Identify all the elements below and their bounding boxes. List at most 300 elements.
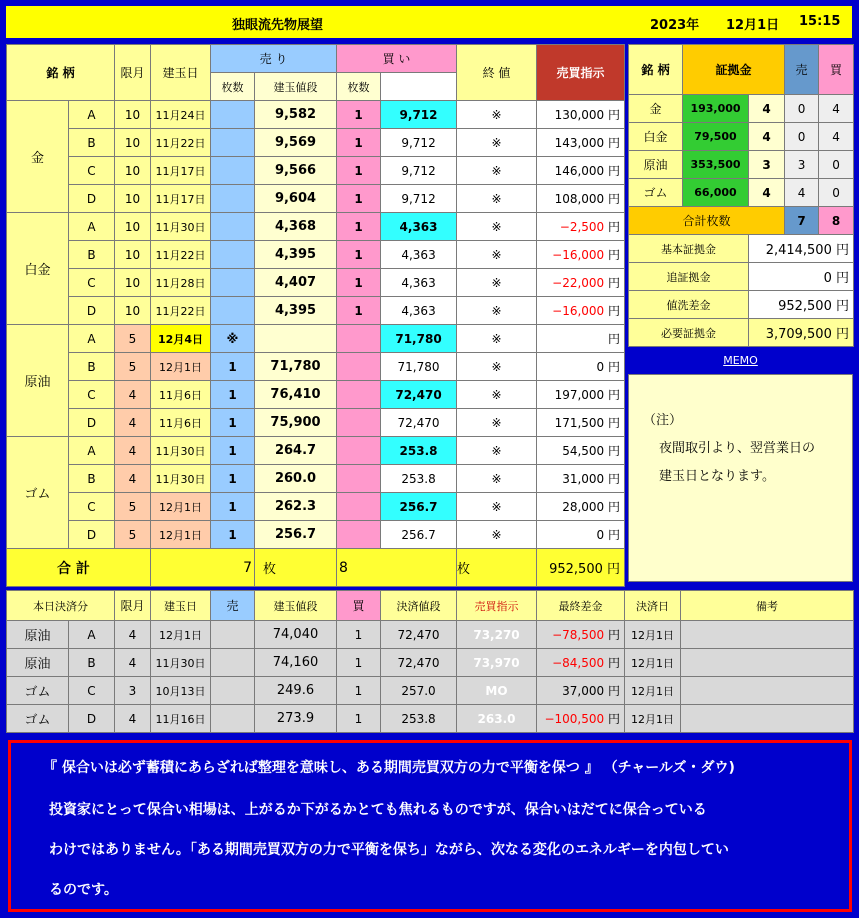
sell-count <box>211 269 255 297</box>
limit-month: 4 <box>115 437 151 465</box>
instruction: ※ <box>457 297 537 325</box>
margin-commodity: ゴム <box>629 179 683 207</box>
instruction: ※ <box>457 241 537 269</box>
margin-amount: 193,000 <box>683 95 749 123</box>
buy-count: 1 <box>337 101 381 129</box>
margin-sell: 4 <box>785 179 819 207</box>
sell-count <box>211 185 255 213</box>
settle-settle-price: 257.0 <box>381 677 457 705</box>
margin-commodity: 金 <box>629 95 683 123</box>
header-time: 15:15 <box>799 14 841 29</box>
contract-code: B <box>69 465 115 493</box>
table-row <box>7 185 625 213</box>
col-open-price: 建玉値段 <box>255 73 337 101</box>
sell-count: 1 <box>211 353 255 381</box>
sell-count <box>211 297 255 325</box>
close-price: 71,780 <box>381 353 457 381</box>
col-close: 終 値 <box>457 45 537 101</box>
settle-date: 12月1日 <box>151 621 211 649</box>
summary-unit: 円 <box>836 327 850 342</box>
settle-price: 249.6 <box>255 677 337 705</box>
settle-buy: 1 <box>337 621 381 649</box>
close-price: 256.7 <box>381 521 457 549</box>
settle-final-unit: 円 <box>607 628 620 642</box>
settle-col-name: 本日決済分 <box>7 591 115 621</box>
settle-limit: 4 <box>115 705 151 733</box>
settle-commodity: 原油 <box>7 649 69 677</box>
buy-count <box>337 493 381 521</box>
margin-col-buy: 買 <box>819 45 854 95</box>
settle-code: C <box>69 677 115 705</box>
summary-unit: 円 <box>836 271 850 286</box>
total-buy-unit: 枚 <box>457 549 537 587</box>
margin-row <box>629 179 854 207</box>
open-date: 12月1日 <box>151 353 211 381</box>
buy-count <box>337 381 381 409</box>
quote-line1: 『 保合いは必ず蓄積にあらざれば整理を意味し、ある期間売買双方の力で平衡を保つ 』 （チャールズ・ダウ) <box>43 760 735 776</box>
summary-amount: 2,414,500 <box>765 243 832 258</box>
summary-label: 必要証拠金 <box>629 319 749 347</box>
limit-month: 10 <box>115 241 151 269</box>
contract-code: A <box>69 213 115 241</box>
diff-amount: 197,000 <box>554 388 605 402</box>
diff-amount: −22,000 <box>552 276 605 290</box>
diff-value <box>537 465 625 493</box>
buy-count: 1 <box>337 185 381 213</box>
diff-value <box>537 521 625 549</box>
settle-row <box>7 705 854 733</box>
settle-col-inst: 売買指示 <box>457 591 537 621</box>
col-buy: 買 い <box>337 45 457 73</box>
diff-value <box>537 157 625 185</box>
close-price: 4,363 <box>381 297 457 325</box>
header-year: 2023年 <box>650 18 700 33</box>
settle-final <box>537 621 625 649</box>
commodity-name: 原油 <box>7 325 69 437</box>
instruction: ※ <box>457 213 537 241</box>
margin-col-name: 銘 柄 <box>629 45 683 95</box>
open-price: 9,569 <box>255 129 337 157</box>
col-sell: 売 り <box>211 45 337 73</box>
settle-code: D <box>69 705 115 733</box>
diff-amount: 0 <box>596 360 605 374</box>
settle-buy: 1 <box>337 649 381 677</box>
limit-month: 4 <box>115 381 151 409</box>
close-price: 72,470 <box>381 409 457 437</box>
limit-month: 5 <box>115 493 151 521</box>
margin-count: 4 <box>749 179 785 207</box>
settle-settle-price: 72,470 <box>381 649 457 677</box>
buy-count <box>337 325 381 353</box>
commodity-name: 金 <box>7 101 69 213</box>
diff-amount: −16,000 <box>552 304 605 318</box>
table-row <box>7 213 625 241</box>
col-name: 銘 柄 <box>7 45 115 101</box>
open-price: 9,566 <box>255 157 337 185</box>
summary-row <box>629 319 854 347</box>
memo-line2: 建玉日となります。 <box>659 469 775 484</box>
summary-row <box>629 235 854 263</box>
settle-instruction: 73,270 <box>457 621 537 649</box>
summary-label: 値洗差金 <box>629 291 749 319</box>
summary-value <box>749 291 854 319</box>
settle-limit: 3 <box>115 677 151 705</box>
sell-count: 1 <box>211 437 255 465</box>
title-bar <box>6 6 852 38</box>
open-date: 11月28日 <box>151 269 211 297</box>
limit-month: 5 <box>115 521 151 549</box>
settle-commodity: ゴム <box>7 705 69 733</box>
diff-value <box>537 437 625 465</box>
diff-amount: 28,000 <box>562 500 605 514</box>
contract-code: D <box>69 521 115 549</box>
total-sell-unit: 枚 <box>255 549 337 587</box>
sell-count: 1 <box>211 493 255 521</box>
open-price: 75,900 <box>255 409 337 437</box>
open-price: 4,395 <box>255 241 337 269</box>
instruction: ※ <box>457 129 537 157</box>
diff-value <box>537 325 625 353</box>
table-row <box>7 353 625 381</box>
table-row <box>7 129 625 157</box>
buy-count <box>337 521 381 549</box>
summary-amount: 3,709,500 <box>765 327 832 342</box>
settle-limit: 4 <box>115 649 151 677</box>
table-row <box>7 297 625 325</box>
summary-value <box>749 263 854 291</box>
instruction: ※ <box>457 493 537 521</box>
limit-month: 10 <box>115 185 151 213</box>
diff-unit: 円 <box>608 472 621 486</box>
close-price: 9,712 <box>381 157 457 185</box>
settle-price: 273.9 <box>255 705 337 733</box>
open-price: 4,407 <box>255 269 337 297</box>
sell-count: 1 <box>211 381 255 409</box>
settle-col-settle-price: 決済値段 <box>381 591 457 621</box>
buy-count: 1 <box>337 297 381 325</box>
table-row <box>7 521 625 549</box>
diff-value <box>537 269 625 297</box>
total-diff: 952,500 円 <box>537 549 625 587</box>
instruction: ※ <box>457 101 537 129</box>
instruction: ※ <box>457 465 537 493</box>
total-buy: 8 <box>337 549 457 587</box>
margin-table <box>628 44 854 347</box>
settle-price: 74,040 <box>255 621 337 649</box>
open-date: 11月17日 <box>151 185 211 213</box>
contract-code: C <box>69 269 115 297</box>
settle-final-unit: 円 <box>607 656 620 670</box>
memo-link[interactable]: MEMO <box>723 354 758 367</box>
settle-sell <box>211 705 255 733</box>
quote-box <box>8 740 852 912</box>
limit-month: 5 <box>115 353 151 381</box>
margin-commodity: 白金 <box>629 123 683 151</box>
table-row <box>7 465 625 493</box>
sell-count: ※ <box>211 325 255 353</box>
close-price: 72,470 <box>381 381 457 409</box>
diff-amount: 146,000 <box>554 164 605 178</box>
settlement-table <box>6 590 854 733</box>
settle-sell <box>211 621 255 649</box>
diff-unit: 円 <box>608 528 621 542</box>
settle-settle-price: 72,470 <box>381 621 457 649</box>
limit-month: 10 <box>115 213 151 241</box>
limit-month: 5 <box>115 325 151 353</box>
memo-note: （注） <box>643 413 683 428</box>
open-date: 12月4日 <box>151 325 211 353</box>
open-date: 11月30日 <box>151 465 211 493</box>
diff-unit: 円 <box>608 276 621 290</box>
instruction: ※ <box>457 353 537 381</box>
contract-code: B <box>69 241 115 269</box>
diff-amount: 171,500 <box>554 416 605 430</box>
open-price: 9,604 <box>255 185 337 213</box>
memo-header <box>628 350 853 372</box>
diff-value <box>537 409 625 437</box>
settle-settle-date: 12月1日 <box>625 649 681 677</box>
settle-row <box>7 677 854 705</box>
settle-code: B <box>69 649 115 677</box>
col-buy-count: 枚数 <box>337 73 381 101</box>
diff-value <box>537 213 625 241</box>
margin-row <box>629 123 854 151</box>
contract-code: C <box>69 381 115 409</box>
settle-final-unit: 円 <box>607 712 620 726</box>
settle-final-unit: 円 <box>607 684 620 698</box>
open-price: 262.3 <box>255 493 337 521</box>
margin-col-margin: 証拠金 <box>683 45 785 95</box>
margin-buy: 4 <box>819 123 854 151</box>
contract-code: B <box>69 353 115 381</box>
close-price: 4,363 <box>381 269 457 297</box>
settle-col-buy: 買 <box>337 591 381 621</box>
buy-count: 1 <box>337 157 381 185</box>
diff-unit: 円 <box>608 444 621 458</box>
margin-sell: 0 <box>785 123 819 151</box>
table-row <box>7 325 625 353</box>
buy-count: 1 <box>337 129 381 157</box>
diff-amount: 31,000 <box>562 472 605 486</box>
positions-table <box>6 44 625 587</box>
table-row <box>7 241 625 269</box>
limit-month: 10 <box>115 269 151 297</box>
diff-value <box>537 101 625 129</box>
page-title: 独眼流先物展望 <box>232 18 324 33</box>
close-price: 9,712 <box>381 129 457 157</box>
diff-unit: 円 <box>608 192 621 206</box>
margin-count: 4 <box>749 95 785 123</box>
close-price: 253.8 <box>381 437 457 465</box>
margin-buy: 0 <box>819 151 854 179</box>
contract-code: D <box>69 185 115 213</box>
contract-code: A <box>69 101 115 129</box>
open-price: 256.7 <box>255 521 337 549</box>
buy-count: 1 <box>337 241 381 269</box>
instruction: ※ <box>457 157 537 185</box>
diff-unit: 円 <box>608 388 621 402</box>
diff-amount: 108,000 <box>554 192 605 206</box>
margin-total-buy: 8 <box>819 207 854 235</box>
summary-label: 追証拠金 <box>629 263 749 291</box>
open-price: 4,368 <box>255 213 337 241</box>
close-price: 4,363 <box>381 241 457 269</box>
diff-unit: 円 <box>608 332 621 346</box>
settle-sell <box>211 649 255 677</box>
open-price: 76,410 <box>255 381 337 409</box>
quote-line4: るのです。 <box>49 882 118 898</box>
settle-buy: 1 <box>337 677 381 705</box>
contract-code: C <box>69 493 115 521</box>
open-price: 264.7 <box>255 437 337 465</box>
limit-month: 10 <box>115 297 151 325</box>
settle-final <box>537 649 625 677</box>
limit-month: 10 <box>115 129 151 157</box>
settle-final-amount: −78,500 <box>552 628 605 642</box>
diff-value <box>537 185 625 213</box>
diff-amount: 54,500 <box>562 444 605 458</box>
margin-row <box>629 151 854 179</box>
commodity-name: 白金 <box>7 213 69 325</box>
table-row <box>7 381 625 409</box>
commodity-name: ゴム <box>7 437 69 549</box>
summary-unit: 円 <box>836 243 850 258</box>
open-date: 11月22日 <box>151 129 211 157</box>
diff-unit: 円 <box>608 220 621 234</box>
contract-code: A <box>69 325 115 353</box>
settle-col-final: 最終差金 <box>537 591 625 621</box>
margin-commodity: 原油 <box>629 151 683 179</box>
table-row <box>7 437 625 465</box>
settle-note <box>681 677 854 705</box>
open-date: 11月30日 <box>151 213 211 241</box>
instruction: ※ <box>457 437 537 465</box>
buy-count: 1 <box>337 213 381 241</box>
settle-row <box>7 649 854 677</box>
open-date: 11月24日 <box>151 101 211 129</box>
buy-count <box>337 465 381 493</box>
margin-sell: 3 <box>785 151 819 179</box>
settle-col-date: 建玉日 <box>151 591 211 621</box>
margin-row <box>629 95 854 123</box>
table-row <box>7 409 625 437</box>
instruction: ※ <box>457 269 537 297</box>
diff-unit: 円 <box>608 108 621 122</box>
contract-code: B <box>69 129 115 157</box>
sell-count: 1 <box>211 409 255 437</box>
close-price: 9,712 <box>381 185 457 213</box>
diff-unit: 円 <box>608 500 621 514</box>
col-open-date: 建玉日 <box>151 45 211 101</box>
settle-buy: 1 <box>337 705 381 733</box>
summary-amount: 952,500 <box>778 299 832 314</box>
table-row <box>7 157 625 185</box>
col-sell-count: 枚数 <box>211 73 255 101</box>
settle-instruction: MO <box>457 677 537 705</box>
settle-date: 11月30日 <box>151 649 211 677</box>
summary-label: 基本証拠金 <box>629 235 749 263</box>
summary-value <box>749 319 854 347</box>
instruction: ※ <box>457 325 537 353</box>
diff-amount: 143,000 <box>554 136 605 150</box>
margin-amount: 79,500 <box>683 123 749 151</box>
sell-count: 1 <box>211 521 255 549</box>
sell-count <box>211 241 255 269</box>
diff-amount: −2,500 <box>559 220 605 234</box>
settle-col-sell: 売 <box>211 591 255 621</box>
open-date: 11月17日 <box>151 157 211 185</box>
diff-unit: 円 <box>608 360 621 374</box>
table-row <box>7 493 625 521</box>
margin-count: 4 <box>749 123 785 151</box>
summary-row <box>629 291 854 319</box>
col-instruction: 売買指示 <box>537 45 625 101</box>
settle-col-note: 備考 <box>681 591 854 621</box>
table-row <box>7 269 625 297</box>
limit-month: 10 <box>115 101 151 129</box>
contract-code: D <box>69 297 115 325</box>
diff-value <box>537 241 625 269</box>
instruction: ※ <box>457 521 537 549</box>
contract-code: C <box>69 157 115 185</box>
summary-amount: 0 <box>823 271 832 286</box>
margin-amount: 353,500 <box>683 151 749 179</box>
quote-line2: 投資家にとって保合い相場は、上がるか下がるかとても焦れるものですが、保合いはだてに保合っている <box>49 802 707 818</box>
memo-line1: 夜間取引より、翌営業日の <box>659 441 816 456</box>
settle-final-amount: 37,000 <box>562 684 605 698</box>
limit-month: 4 <box>115 465 151 493</box>
close-price: 253.8 <box>381 465 457 493</box>
margin-sell: 0 <box>785 95 819 123</box>
settle-settle-date: 12月1日 <box>625 677 681 705</box>
table-row <box>7 101 625 129</box>
margin-buy: 4 <box>819 95 854 123</box>
diff-unit: 円 <box>608 164 621 178</box>
sell-count <box>211 213 255 241</box>
settle-final-amount: −100,500 <box>544 712 605 726</box>
settle-price: 74,160 <box>255 649 337 677</box>
margin-total-sell: 7 <box>785 207 819 235</box>
settle-note <box>681 621 854 649</box>
settle-col-date2: 決済日 <box>625 591 681 621</box>
settle-final <box>537 705 625 733</box>
margin-count: 3 <box>749 151 785 179</box>
diff-value <box>537 493 625 521</box>
open-date: 11月6日 <box>151 409 211 437</box>
settle-instruction: 263.0 <box>457 705 537 733</box>
margin-col-sell: 売 <box>785 45 819 95</box>
diff-value <box>537 381 625 409</box>
settle-limit: 4 <box>115 621 151 649</box>
settle-row <box>7 621 854 649</box>
instruction: ※ <box>457 185 537 213</box>
settle-settle-price: 253.8 <box>381 705 457 733</box>
diff-value <box>537 353 625 381</box>
diff-unit: 円 <box>608 248 621 262</box>
diff-unit: 円 <box>608 416 621 430</box>
sell-count <box>211 101 255 129</box>
settle-code: A <box>69 621 115 649</box>
open-price: 260.0 <box>255 465 337 493</box>
total-sell: 7 <box>151 549 255 587</box>
close-price: 4,363 <box>381 213 457 241</box>
margin-total-label: 合計枚数 <box>629 207 785 235</box>
settle-sell <box>211 677 255 705</box>
diff-unit: 円 <box>608 136 621 150</box>
total-label: 合 計 <box>7 549 151 587</box>
open-date: 11月6日 <box>151 381 211 409</box>
close-price: 71,780 <box>381 325 457 353</box>
